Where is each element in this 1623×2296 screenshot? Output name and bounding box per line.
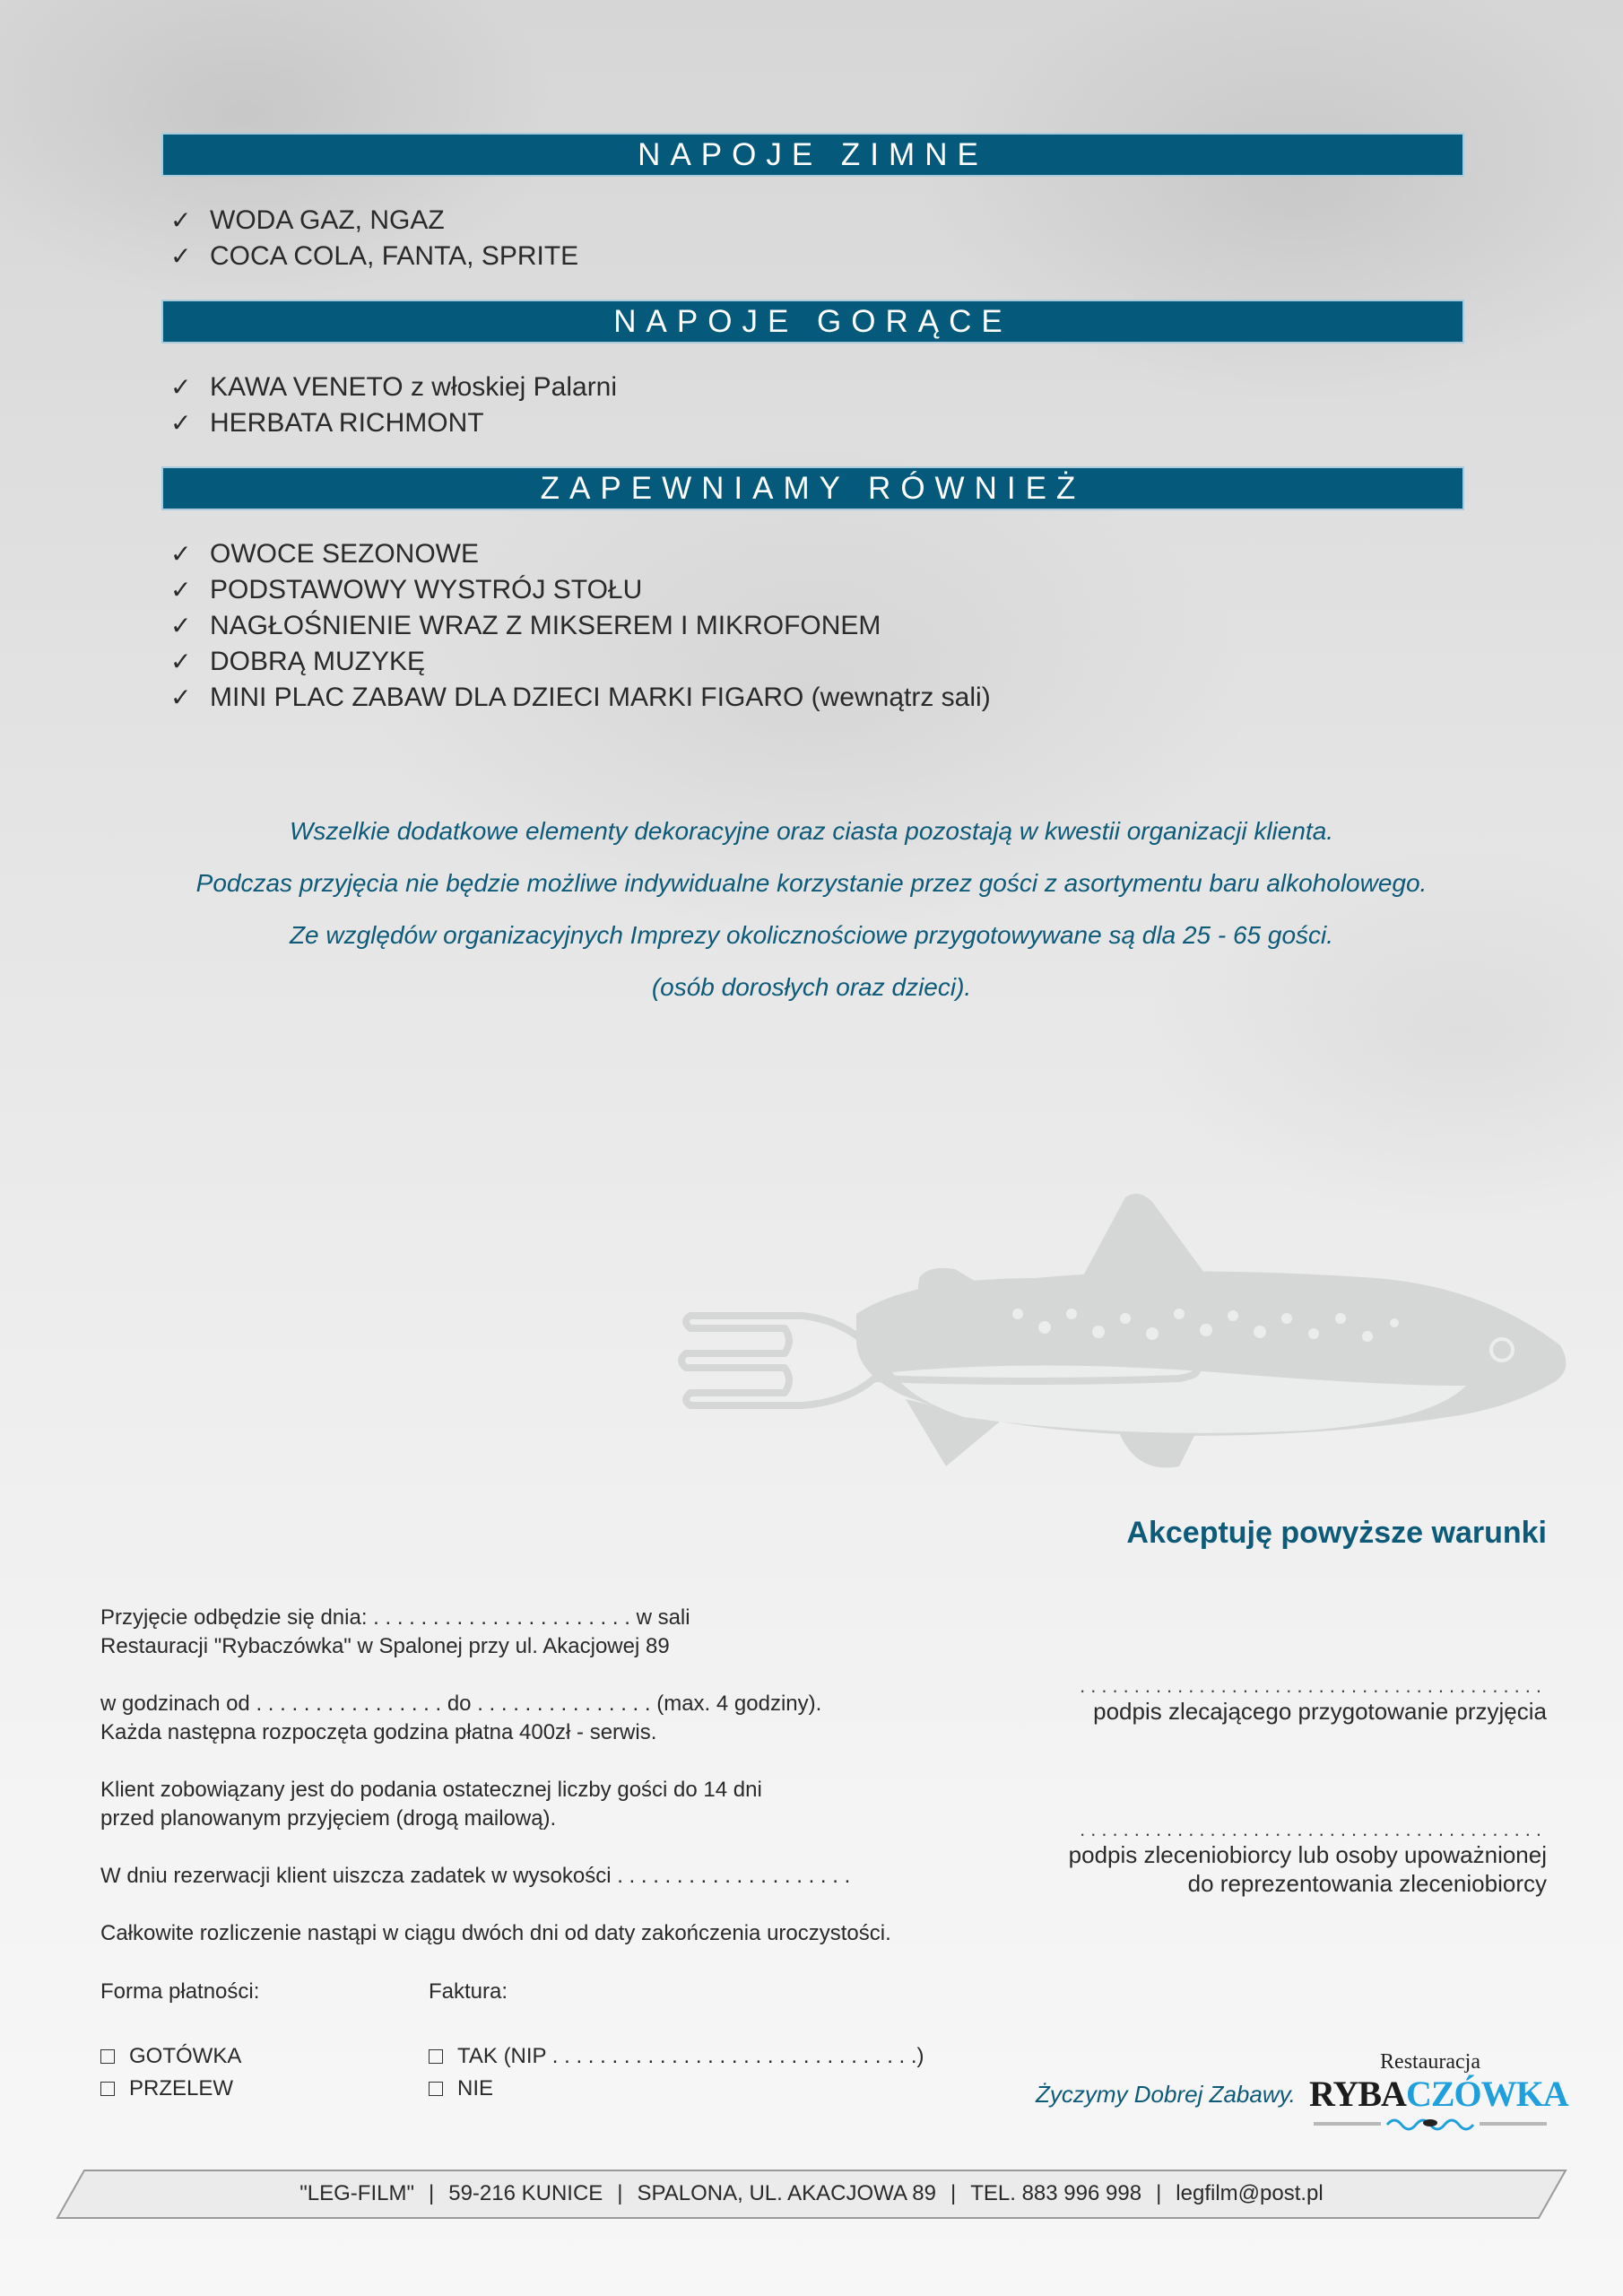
list-item-label: OWOCE SEZONOWE: [210, 539, 479, 569]
list-item-label: WODA GAZ, NGAZ: [210, 205, 445, 235]
footer-separator: |: [1156, 2181, 1162, 2205]
list-item: [170, 680, 991, 716]
check-icon: ✓: [170, 242, 192, 270]
signature-label: podpis zleceniobiorcy lub osoby upoważnionej: [1068, 1841, 1547, 1868]
logo-subtitle: Restauracja: [1380, 2050, 1480, 2074]
list-item: [170, 572, 991, 608]
terms-block: [100, 1604, 891, 1948]
closing-wish: Życzymy Dobrej Zabawy.: [1036, 2081, 1296, 2108]
cold-drinks-list: [170, 203, 578, 274]
terms-line: Klient zobowiązany jest do podania ostatecznej liczby gości do 14 dni: [100, 1778, 762, 1802]
section-title: NAPOJE GORĄCE: [613, 303, 1012, 339]
client-signature: [1080, 1675, 1547, 1726]
terms-line: Restauracji "Rybaczówka" w Spalonej przy ul. Akacjowej 89: [100, 1634, 670, 1658]
list-item: [170, 536, 991, 572]
invoice-group: [429, 1978, 924, 2105]
footer-separator: |: [950, 2181, 957, 2205]
option-label: NIE: [457, 2076, 494, 2100]
terms-line: przed planowanym przyjęciem (drogą mailową).: [100, 1806, 557, 1831]
terms-line: Całkowite rozliczenie nastąpi w ciągu dwóch dni od daty zakończenia uroczystości.: [100, 1921, 891, 1945]
accept-terms-heading: Akceptuję powyższe warunki: [1126, 1516, 1547, 1550]
checkbox-icon[interactable]: [429, 2049, 443, 2064]
section-header-also-provided: [161, 466, 1464, 510]
list-item-label: KAWA VENETO z włoskiej Palarni: [210, 372, 618, 402]
payment-method-group: [100, 1978, 259, 2105]
notes-block: [0, 805, 1623, 1013]
section-title: ZAPEWNIAMY RÓWNIEŻ: [540, 470, 1086, 506]
section-header-hot-drinks: [161, 300, 1464, 344]
terms-line: w godzinach od . . . . . . . . . . . . . . . . do . . . . . . . . . . . . . . . (max. 4 godziny).: [100, 1692, 822, 1716]
logo-name: [1309, 2074, 1568, 2114]
list-item-label: NAGŁOŚNIENIE WRAZ Z MIKSEREM I MIKROFONEM: [210, 611, 881, 640]
signature-label: do reprezentowania zleceniobiorcy: [1187, 1870, 1547, 1897]
checkbox-icon[interactable]: [429, 2082, 443, 2096]
list-item: [170, 644, 991, 680]
list-item: [170, 370, 617, 405]
payment-option-cash[interactable]: [100, 2040, 259, 2073]
signature-label: podpis zlecającego przygotowanie przyjęcia: [1093, 1698, 1547, 1725]
footer-separator: |: [617, 2181, 623, 2205]
hot-drinks-list: [170, 370, 617, 441]
footer-separator: |: [428, 2181, 435, 2205]
wave-fish-icon: [1314, 2116, 1547, 2132]
restaurant-logo: [1309, 2049, 1568, 2132]
check-icon: ✓: [170, 540, 192, 568]
footer-company: "LEG-FILM": [299, 2181, 414, 2205]
terms-line: W dniu rezerwacji klient uiszcza zadatek w wysokości . . . . . . . . . . . . . . . . . . . .: [100, 1864, 851, 1888]
logo-name-blue: CZÓWKA: [1405, 2074, 1568, 2114]
footer-email[interactable]: legfilm@post.pl: [1176, 2181, 1324, 2205]
list-item-label: MINI PLAC ZABAW DLA DZIECI MARKI FIGARO (wewnątrz sali): [210, 683, 991, 712]
logo-name-dark: RYBA: [1309, 2074, 1406, 2114]
check-icon: ✓: [170, 683, 192, 711]
option-label: GOTÓWKA: [129, 2044, 242, 2068]
also-provided-list: [170, 536, 991, 716]
list-item: [170, 405, 617, 441]
check-icon: ✓: [170, 409, 192, 437]
list-item: [170, 608, 991, 644]
terms-line: Przyjęcie odbędzie się dnia: . . . . . . . . . . . . . . . . . . . . . . w sali: [100, 1605, 690, 1630]
payment-option-transfer[interactable]: [100, 2073, 259, 2105]
footer-address: SPALONA, UL. AKACJOWA 89: [637, 2181, 936, 2205]
note-line: (osób dorosłych oraz dzieci).: [651, 973, 972, 1001]
footer-phone: TEL. 883 996 998: [970, 2181, 1142, 2205]
list-item-label: COCA COLA, FANTA, SPRITE: [210, 241, 579, 271]
check-icon: ✓: [170, 206, 192, 234]
fish-fork-illustration-icon: [677, 1179, 1583, 1475]
terms-line: Każda następna rozpoczęta godzina płatna 400zł - serwis.: [100, 1720, 657, 1744]
check-icon: ✓: [170, 373, 192, 401]
option-label: TAK (NIP . . . . . . . . . . . . . . . . . . . . . . . . . . . . . . .): [457, 2044, 924, 2068]
list-item-label: PODSTAWOWY WYSTRÓJ STOŁU: [210, 575, 643, 604]
note-line: Podczas przyjęcia nie będzie możliwe indywidualne korzystanie przez gości z asortymentu baru alkoholowego.: [195, 869, 1428, 897]
check-icon: ✓: [170, 612, 192, 639]
note-line: Wszelkie dodatkowe elementy dekoracyjne oraz ciasta pozostają w kwestii organizacji klienta.: [289, 817, 1334, 845]
list-item: [170, 239, 578, 274]
option-label: PRZELEW: [129, 2076, 234, 2100]
note-line: Ze względów organizacyjnych Imprezy okolicznościowe przygotowywane są dla 25 - 65 gości.: [289, 921, 1334, 949]
list-item-label: HERBATA RICHMONT: [210, 408, 484, 438]
section-title: NAPOJE ZIMNE: [638, 136, 988, 172]
signature-line[interactable]: ...........................................: [1080, 1818, 1547, 1840]
footer-postal: 59-216 KUNICE: [448, 2181, 603, 2205]
section-header-cold-drinks: [161, 133, 1464, 177]
list-item: [170, 203, 578, 239]
invoice-label: Faktura:: [429, 1979, 508, 2004]
payment-method-label: Forma płatności:: [100, 1979, 260, 2004]
invoice-option-no[interactable]: [429, 2073, 924, 2105]
checkbox-icon[interactable]: [100, 2082, 115, 2096]
checkbox-icon[interactable]: [100, 2049, 115, 2064]
signature-line[interactable]: ...........................................: [1080, 1674, 1547, 1697]
list-item-label: DOBRĄ MUZYKĘ: [210, 647, 426, 676]
check-icon: ✓: [170, 648, 192, 675]
footer-contact: [0, 2178, 1623, 2210]
check-icon: ✓: [170, 576, 192, 604]
contractor-signature: [1069, 1819, 1547, 1898]
invoice-option-yes[interactable]: [429, 2040, 924, 2073]
